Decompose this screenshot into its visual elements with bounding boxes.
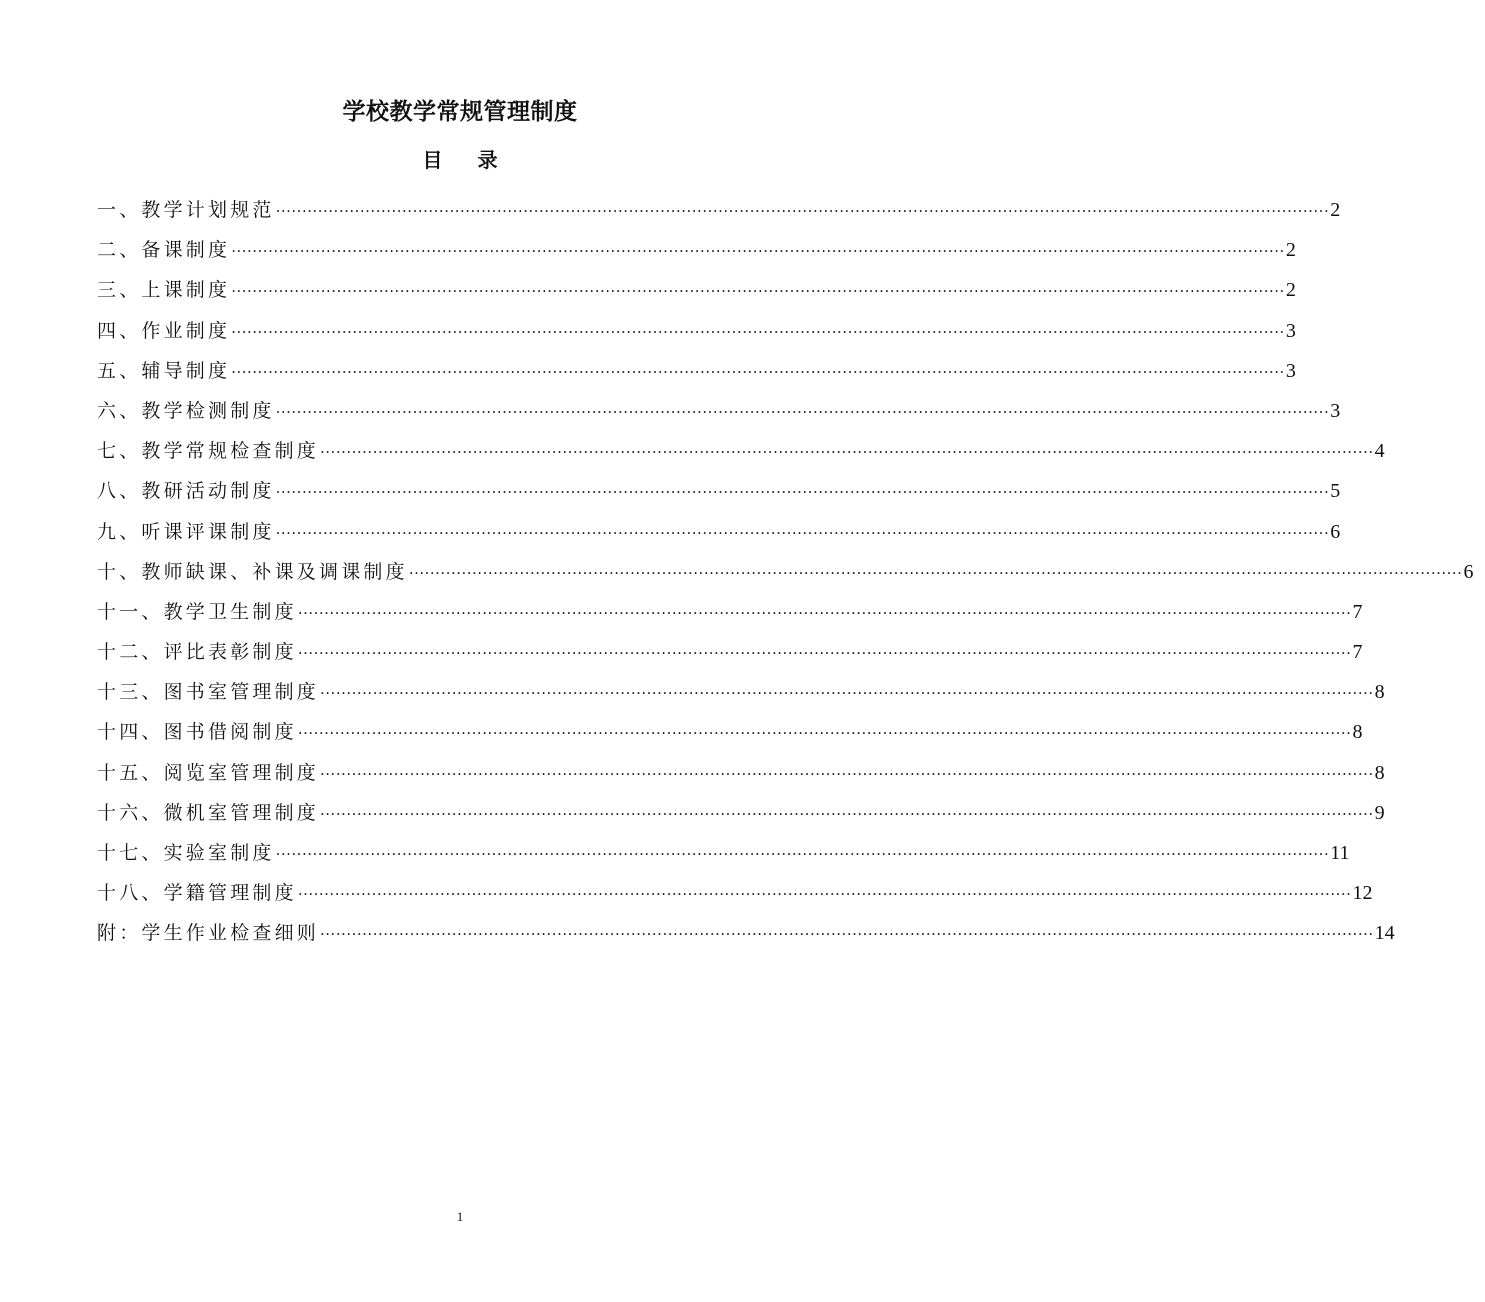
toc-entry[interactable] — [97, 833, 1350, 873]
toc-entry-page-number: 8 — [1352, 721, 1363, 744]
toc-dot-leader: ········································································································································································································ — [320, 804, 1374, 823]
toc-dot-leader: ········································································································································································································ — [275, 402, 1330, 421]
toc-entry[interactable] — [97, 351, 1296, 391]
toc-dot-leader: ········································································································································································································ — [231, 322, 1285, 341]
toc-dot-leader: ········································································································································································································ — [275, 845, 1330, 863]
toc-dot-leader: ········································································································································································································ — [297, 724, 1352, 743]
toc-entry[interactable] — [97, 230, 1296, 270]
toc-entry-page-number: 2 — [1330, 199, 1341, 221]
toc-entry[interactable] — [97, 873, 1373, 913]
toc-entry[interactable] — [97, 712, 1363, 752]
toc-entry-page-number: 7 — [1352, 600, 1363, 623]
toc-entry-label: 十六、微机室管理制度 — [97, 801, 320, 824]
toc-entry[interactable] — [97, 270, 1296, 310]
toc-entry[interactable] — [97, 512, 1341, 552]
toc-entry-page-number: 3 — [1285, 319, 1296, 342]
toc-entry[interactable] — [97, 431, 1385, 471]
toc-dot-leader: ········································································································································································································ — [275, 202, 1330, 220]
page-number: 1 — [456, 1209, 464, 1224]
toc-entry-page-number: 9 — [1374, 801, 1385, 824]
toc-dot-leader: ········································································································································································································ — [320, 684, 1374, 703]
toc-entry-label: 十一、教学卫生制度 — [97, 600, 297, 623]
toc-entry-page-number: 6 — [1330, 520, 1341, 543]
toc-entry[interactable] — [97, 913, 1395, 953]
toc-entry-page-number: 12 — [1352, 882, 1373, 905]
toc-entry-label: 一、教学计划规范 — [97, 199, 275, 221]
toc-entry-label: 十四、图书借阅制度 — [97, 721, 297, 744]
toc-entry-label: 五、辅导制度 — [97, 359, 231, 382]
toc-entry[interactable] — [97, 672, 1385, 712]
toc-entry-page-number: 8 — [1374, 761, 1385, 784]
toc-dot-leader: ········································································································································································································ — [408, 563, 1463, 582]
toc-dot-leader: ········································································································································································································ — [231, 362, 1285, 381]
toc-entry[interactable] — [97, 632, 1363, 672]
toc-entry-label: 附：学生作业检查细则 — [97, 922, 320, 945]
toc-dot-leader: ········································································································································································································ — [275, 523, 1330, 542]
toc-entry-label: 十、教师缺课、补课及调课制度 — [97, 560, 408, 583]
toc-entry-label: 十五、阅览室管理制度 — [97, 761, 320, 784]
toc-dot-leader: ········································································································································································································ — [297, 603, 1352, 622]
toc-entry[interactable] — [97, 753, 1385, 793]
toc-dot-leader: ········································································································································································································ — [320, 443, 1374, 462]
toc-entry[interactable] — [97, 793, 1385, 833]
toc-entry-label: 十二、评比表彰制度 — [97, 641, 297, 664]
toc-dot-leader: ········································································································································································································ — [320, 925, 1374, 944]
toc-dot-leader: ········································································································································································································ — [297, 644, 1352, 663]
toc-entry[interactable] — [97, 552, 1474, 592]
toc-entry-label: 三、上课制度 — [97, 279, 231, 302]
toc-entry-page-number: 8 — [1374, 681, 1385, 704]
toc-entry-label: 十三、图书室管理制度 — [97, 681, 320, 704]
toc-entry-label: 二、备课制度 — [97, 239, 231, 262]
toc-entry[interactable] — [97, 391, 1341, 431]
toc-dot-leader: ········································································································································································································ — [320, 764, 1374, 783]
toc-dot-leader: ········································································································································································································ — [297, 885, 1352, 904]
toc-entry-label: 九、听课评课制度 — [97, 520, 275, 543]
toc-entry-label: 六、教学检测制度 — [97, 399, 275, 422]
toc-entry-page-number: 3 — [1285, 359, 1296, 382]
toc-entry-page-number: 3 — [1330, 399, 1341, 422]
toc-entry[interactable] — [97, 471, 1341, 511]
toc-dot-leader: ········································································································································································································ — [231, 282, 1285, 301]
toc-entry-page-number: 2 — [1285, 279, 1296, 302]
document-title: 学校教学常规管理制度 — [342, 99, 578, 125]
toc-entry-page-number: 11 — [1330, 842, 1350, 864]
toc-entry-page-number: 5 — [1330, 480, 1341, 503]
toc-dot-leader: ········································································································································································································ — [275, 483, 1330, 502]
toc-entry-label: 七、教学常规检查制度 — [97, 440, 320, 463]
table-of-contents — [97, 190, 1474, 954]
toc-entry-label: 十八、学籍管理制度 — [97, 882, 297, 905]
toc-heading: 目 录 — [422, 148, 498, 172]
toc-entry-page-number: 6 — [1463, 560, 1474, 583]
toc-entry-label: 四、作业制度 — [97, 319, 231, 342]
toc-entry[interactable] — [97, 592, 1363, 632]
toc-entry-page-number: 7 — [1352, 641, 1363, 664]
toc-entry-label: 十七、实验室制度 — [97, 842, 275, 864]
toc-entry[interactable] — [97, 190, 1341, 230]
toc-entry-label: 八、教研活动制度 — [97, 480, 275, 503]
toc-entry-page-number: 14 — [1374, 922, 1395, 945]
toc-entry[interactable] — [97, 311, 1296, 351]
toc-entry-page-number: 2 — [1285, 239, 1296, 262]
toc-entry-page-number: 4 — [1374, 440, 1385, 463]
toc-dot-leader: ········································································································································································································ — [231, 242, 1285, 261]
